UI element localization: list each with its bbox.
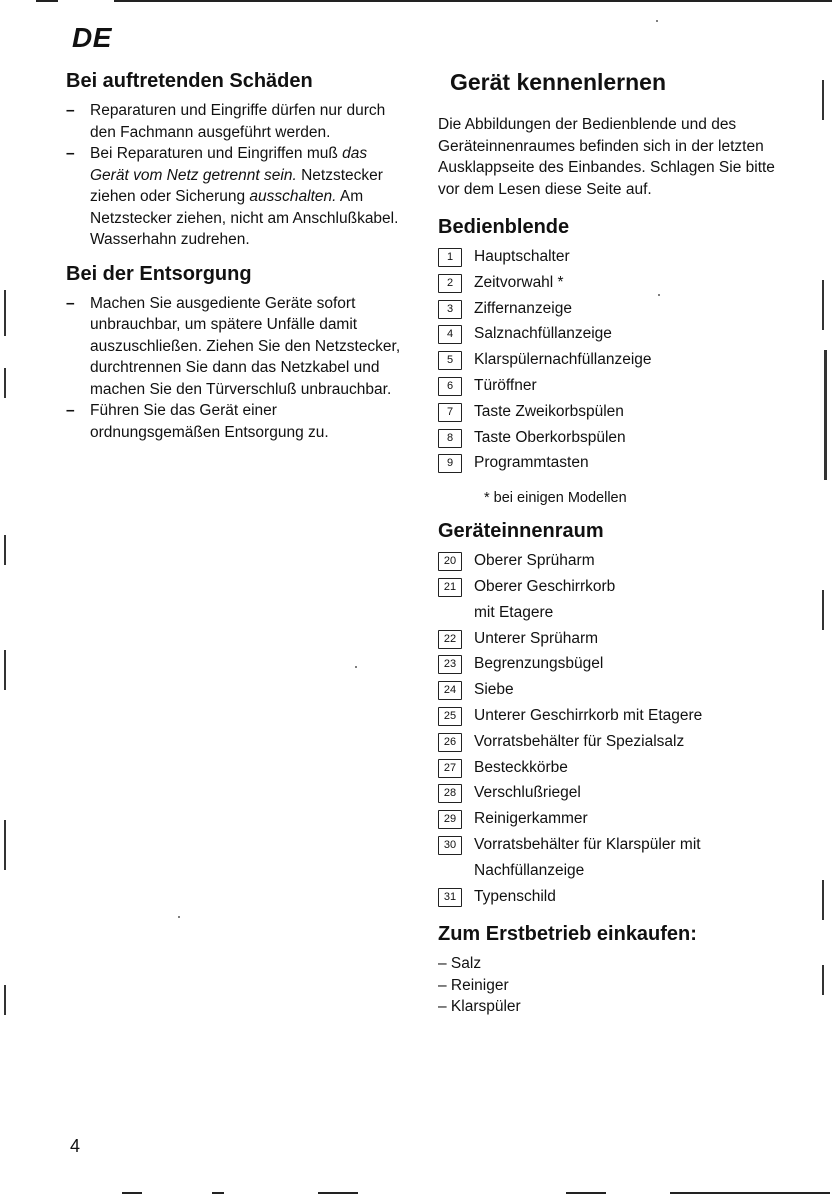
item-number-box: 20 <box>438 552 462 571</box>
item-number-box: 9 <box>438 454 462 473</box>
item-number-box: 7 <box>438 403 462 422</box>
list-item <box>438 296 778 322</box>
damage-list <box>66 100 406 251</box>
damage-heading: Bei auftretenden Schäden <box>66 70 313 92</box>
item-label: Vorratsbehälter für Klarspüler mit Nachfüllanzeige <box>474 835 701 879</box>
scan-edge-mark <box>212 1192 224 1194</box>
item-label: Besteckkörbe <box>474 758 568 776</box>
item-label: Unterer Sprüharm <box>474 629 599 647</box>
control-panel-heading: Bedienblende <box>438 216 570 238</box>
item-label: Taste Oberkorbspülen <box>474 428 626 446</box>
item-number-box: 6 <box>438 377 462 396</box>
shopping-item: – Reiniger <box>438 976 509 994</box>
item-number-box: 24 <box>438 681 462 700</box>
shopping-section <box>438 921 778 1018</box>
list-item-text-end: Am Netzstecker ziehen, nicht am Anschlußkabel. Wasserhahn zudrehen. <box>90 188 399 248</box>
scan-edge-mark <box>4 985 6 1015</box>
dash-bullet: – <box>66 145 75 162</box>
item-label: Zeitvorwahl * <box>474 273 564 291</box>
list-item-text-middle: Netzstecker ziehen oder Sicherung <box>90 166 383 205</box>
item-label: Taste Zweikorbspülen <box>474 402 624 420</box>
list-item <box>438 450 778 476</box>
dash-bullet: – <box>66 402 75 419</box>
scan-edge-mark <box>318 1192 358 1194</box>
list-item <box>438 703 778 729</box>
list-item-text-start: Bei Reparaturen und Eingriffen muß <box>90 145 343 162</box>
item-number-box: 21 <box>438 578 462 597</box>
list-item <box>438 347 778 373</box>
shopping-heading: Zum Erstbetrieb einkaufen: <box>438 923 697 946</box>
scan-edge-mark <box>822 80 824 120</box>
item-number-box: 29 <box>438 810 462 829</box>
item-label: Türöffner <box>474 376 537 394</box>
item-label: Unterer Geschirrkorb mit Etagere <box>474 706 703 724</box>
dash-bullet: – <box>66 102 75 119</box>
item-number-box: 30 <box>438 836 462 855</box>
list-item <box>66 400 406 443</box>
scan-edge-mark <box>566 1192 606 1194</box>
item-label: Klarspülernachfüllanzeige <box>474 351 652 369</box>
item-number-box: 1 <box>438 248 462 267</box>
list-item <box>66 293 406 401</box>
scan-edge-mark <box>670 1192 830 1194</box>
item-number-box: 22 <box>438 630 462 649</box>
scan-edge-mark <box>4 535 6 565</box>
intro-paragraph: Die Abbildungen der Bedienblende und des Geräteinnenraumes befinden sich in der letzten Ausklappseite des Einbandes. Schlagen Sie bitte vor dem Lesen diese Seite auf. <box>438 116 775 198</box>
item-number-box: 5 <box>438 351 462 370</box>
item-label: Salznachfüllanzeige <box>474 325 612 343</box>
scan-speck <box>355 666 357 668</box>
item-label: Typenschild <box>474 887 556 905</box>
scan-edge-mark <box>822 965 824 995</box>
list-item <box>438 321 778 347</box>
disposal-list <box>66 293 406 444</box>
list-item <box>438 806 778 832</box>
scan-edge-mark <box>822 590 824 630</box>
list-item <box>438 574 778 626</box>
scan-edge-mark <box>822 280 824 330</box>
scan-edge-mark <box>122 1192 142 1194</box>
top-rule <box>114 0 832 2</box>
item-number-box: 31 <box>438 888 462 907</box>
list-item <box>438 373 778 399</box>
list-item <box>438 884 778 910</box>
dash-bullet: – <box>66 294 75 312</box>
list-item <box>438 548 778 574</box>
item-label: Ziffernanzeige <box>474 299 572 317</box>
list-item <box>438 651 778 677</box>
shopping-item: – Salz <box>438 955 482 973</box>
item-number-box: 28 <box>438 784 462 803</box>
scan-edge-mark <box>4 368 6 398</box>
item-label: Oberer Sprüharm <box>474 552 595 570</box>
item-number-box: 4 <box>438 325 462 344</box>
item-number-box: 25 <box>438 707 462 726</box>
shopping-list <box>438 953 778 1018</box>
interior-heading: Geräteinnenraum <box>438 520 604 543</box>
item-number-box: 26 <box>438 733 462 752</box>
list-item <box>438 832 778 884</box>
item-label: Verschlußriegel <box>474 784 581 802</box>
list-item-text: Führen Sie das Gerät einer ordnungsgemäßen Entsorgung zu. <box>90 402 329 441</box>
item-label: Oberer Geschirrkorb mit Etagere <box>474 577 616 621</box>
item-label: Reinigerkammer <box>474 810 588 828</box>
control-panel-section <box>438 214 778 508</box>
item-number-box: 23 <box>438 655 462 674</box>
list-item <box>438 780 778 806</box>
item-label: Hauptschalter <box>474 248 570 265</box>
list-item <box>438 729 778 755</box>
left-column <box>66 68 406 443</box>
scan-speck <box>658 294 660 296</box>
interior-section <box>438 518 778 909</box>
right-column <box>438 68 778 1018</box>
list-item-text: Reparaturen und Eingriffe dürfen nur durch den Fachmann ausgeführt werden. <box>90 102 386 141</box>
intro-section <box>438 68 778 200</box>
page-number: 4 <box>70 1136 81 1156</box>
list-item <box>438 425 778 451</box>
list-item <box>438 270 778 296</box>
disposal-section <box>66 261 406 444</box>
list-item <box>438 244 778 270</box>
list-item <box>66 143 406 251</box>
shopping-item: – Klarspüler <box>438 998 521 1016</box>
item-number-box: 27 <box>438 759 462 778</box>
scan-speck <box>656 20 658 22</box>
language-code: DE <box>72 22 112 53</box>
item-number-box: 3 <box>438 300 462 319</box>
item-number-box: 2 <box>438 274 462 293</box>
footnote: * bei einigen Modellen <box>484 490 627 507</box>
list-item <box>438 626 778 652</box>
emphasis-text: ausschalten. <box>249 188 337 205</box>
list-item <box>438 399 778 425</box>
scan-edge-mark <box>4 650 6 690</box>
disposal-heading: Bei der Entsorgung <box>66 262 252 285</box>
damage-section <box>66 68 406 251</box>
scan-edge-mark <box>4 820 6 870</box>
list-item <box>438 755 778 781</box>
scan-edge-mark <box>822 880 824 920</box>
item-label: Begrenzungsbügel <box>474 655 604 673</box>
item-label: Siebe <box>474 681 514 699</box>
list-item <box>66 100 406 143</box>
item-label: Vorratsbehälter für Spezialsalz <box>474 732 685 750</box>
emphasis-text: das Gerät vom Netz getrennt sein. <box>90 145 368 184</box>
item-label: Programmtasten <box>474 454 589 472</box>
control-panel-list <box>438 244 778 476</box>
scan-edge-mark <box>36 0 58 2</box>
interior-list <box>438 548 778 909</box>
scan-speck <box>178 916 180 918</box>
list-item-text: Machen Sie ausgediente Geräte sofort unbrauchbar, um spätere Unfälle damit auszuschließen. Ziehen Sie den Netzstecker, durchtrennen Sie dann das Netzkabel und machen Sie den Türverschluß unbrauchbar. <box>90 294 401 398</box>
intro-heading: Gerät kennenlernen <box>450 69 667 95</box>
scan-edge-mark <box>4 290 6 336</box>
item-number-box: 8 <box>438 429 462 448</box>
scan-edge-mark <box>824 350 827 480</box>
list-item <box>438 677 778 703</box>
